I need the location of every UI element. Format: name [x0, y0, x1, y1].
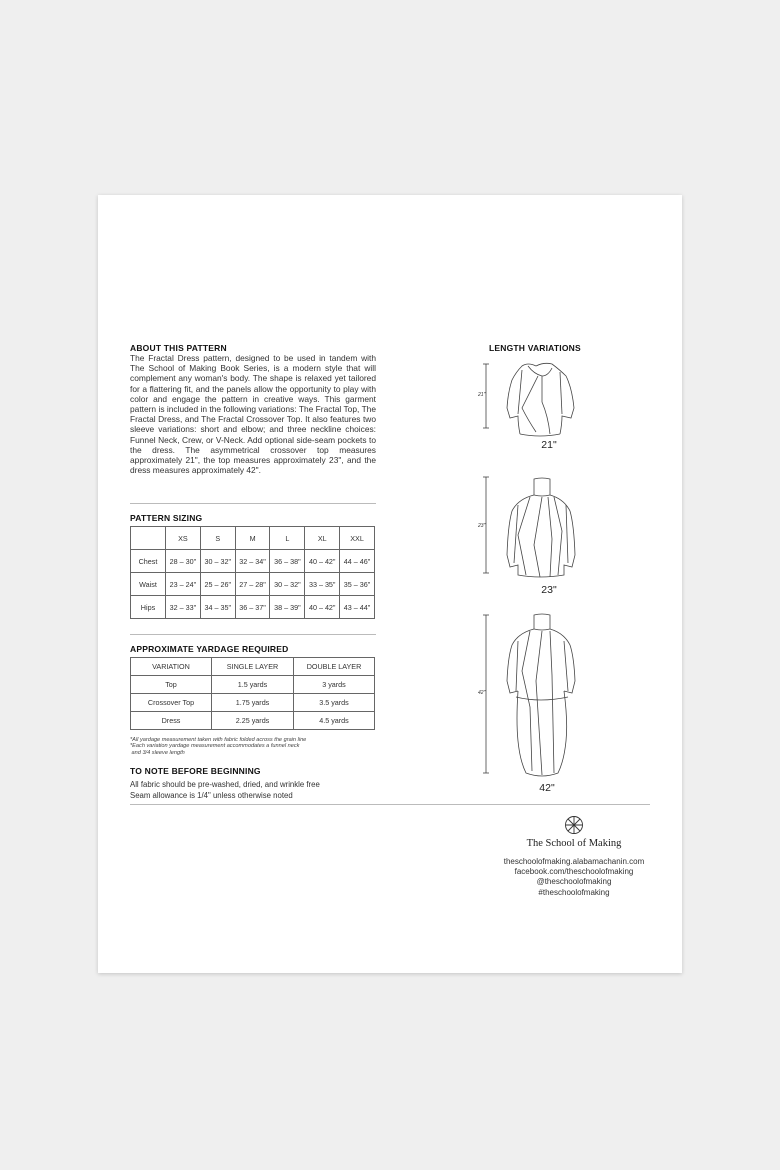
- column-header: DOUBLE LAYER: [294, 658, 375, 676]
- length-label: 21": [541, 439, 557, 451]
- table-cell: Dress: [131, 712, 212, 730]
- table-cell: 3 yards: [294, 676, 375, 694]
- table-cell: 1.75 yards: [212, 694, 294, 712]
- table-cell: Crossover Top: [131, 694, 212, 712]
- handle-text: @theschoolofmaking: [536, 877, 612, 887]
- table-row: [131, 596, 375, 619]
- size-header: XL: [305, 527, 340, 550]
- notes-list: [130, 779, 376, 801]
- crossover-top-illustration: [478, 358, 588, 438]
- brand-name: The School of Making: [526, 838, 622, 849]
- sizing-table: [130, 526, 375, 619]
- facebook-link[interactable]: facebook.com/theschoolofmaking: [514, 867, 634, 877]
- sizing-corner-cell: [131, 527, 166, 550]
- table-cell: 36 – 38": [270, 550, 305, 573]
- yardage-heading: APPROXIMATE YARDAGE REQUIRED: [130, 644, 289, 654]
- row-label: Waist: [131, 573, 166, 596]
- about-body: The Fractal Dress pattern, designed to be used in tandem with The School of Making Book Series, is a modern style that will complement any woman's body. The shape is relaxed yet tailored for a flattering fit, and the panels allow the opportunity to play with color and engage the pattern in creative ways. This garment pattern is included in the following variations: The Fractal Top, The Fractal Dress, and The Fractal Crossover Top. It also features two sleeve variations: short and elbow; and three neckline choices: Funnel Neck, Crew, or V-Neck. Add optional side-seam pockets to the dress. The asymmetrical crossover top measures approximately 21", the top measures approximately 23", and the dress measures approximately 42".: [130, 353, 376, 476]
- table-cell: 32 – 33": [166, 596, 201, 619]
- table-cell: 27 – 28": [235, 573, 270, 596]
- pattern-sheet: [98, 195, 682, 973]
- table-row: [131, 573, 375, 596]
- website-link[interactable]: theschoolofmaking.alabamachanin.com: [503, 857, 645, 866]
- side-measure-label: 21": [478, 392, 486, 398]
- size-header: L: [270, 527, 305, 550]
- size-header: XXL: [340, 527, 375, 550]
- length-label: 42": [539, 782, 555, 794]
- divider: [130, 503, 376, 504]
- table-row: [131, 550, 375, 573]
- note-item: All fabric should be pre-washed, dried, and wrinkle free: [130, 780, 320, 789]
- column-header: SINGLE LAYER: [212, 658, 294, 676]
- table-cell: 23 – 24": [166, 573, 201, 596]
- sizing-heading: PATTERN SIZING: [130, 513, 203, 523]
- table-row: [131, 712, 375, 730]
- table-cell: 40 – 42": [305, 596, 340, 619]
- table-cell: 25 – 26": [200, 573, 235, 596]
- asterisk-circle-logo-icon: [564, 815, 584, 835]
- yardage-footnotes: [130, 737, 376, 756]
- table-cell: 30 – 32": [200, 550, 235, 573]
- lengths-heading: LENGTH VARIATIONS: [489, 343, 581, 353]
- about-heading: ABOUT THIS PATTERN: [130, 343, 227, 353]
- table-cell: 33 – 35": [305, 573, 340, 596]
- size-header: S: [200, 527, 235, 550]
- top-illustration: [478, 475, 588, 585]
- table-cell: 30 – 32": [270, 573, 305, 596]
- yardage-table: [130, 657, 375, 730]
- footer-links: [484, 857, 664, 898]
- table-cell: 4.5 yards: [294, 712, 375, 730]
- footnote: and 3/4 sleeve length: [130, 749, 185, 756]
- side-measure-label: 42": [478, 690, 486, 696]
- table-cell: 38 – 39": [270, 596, 305, 619]
- table-cell: 35 – 36": [340, 573, 375, 596]
- table-cell: 40 – 42": [305, 550, 340, 573]
- table-cell: 36 – 37": [235, 596, 270, 619]
- size-header: M: [235, 527, 270, 550]
- divider: [130, 804, 650, 805]
- side-measure-label: 23": [478, 523, 486, 529]
- sizing-header-row: [131, 527, 375, 550]
- notes-heading: TO NOTE BEFORE BEGINNING: [130, 766, 261, 776]
- length-label: 23": [541, 584, 557, 596]
- table-cell: 34 – 35": [200, 596, 235, 619]
- divider: [130, 634, 376, 635]
- table-cell: 32 – 34": [235, 550, 270, 573]
- dress-illustration: [478, 611, 588, 781]
- table-cell: 43 – 44": [340, 596, 375, 619]
- yardage-header-row: [131, 658, 375, 676]
- row-label: Hips: [131, 596, 166, 619]
- table-row: [131, 694, 375, 712]
- table-cell: 1.5 yards: [212, 676, 294, 694]
- table-cell: 3.5 yards: [294, 694, 375, 712]
- row-label: Chest: [131, 550, 166, 573]
- footnote: *All yardage measurement taken with fabric folded across the grain line: [130, 737, 307, 743]
- table-cell: 28 – 30": [166, 550, 201, 573]
- table-cell: 2.25 yards: [212, 712, 294, 730]
- note-item: Seam allowance is 1/4" unless otherwise noted: [130, 791, 293, 800]
- footnote: *Each variation yardage measurement accommodates a funnel neck: [130, 743, 300, 750]
- table-cell: Top: [131, 676, 212, 694]
- hashtag-text: #theschoolofmaking: [538, 887, 610, 897]
- size-header: XS: [166, 527, 201, 550]
- column-header: VARIATION: [131, 658, 212, 676]
- table-row: [131, 676, 375, 694]
- table-cell: 44 – 46": [340, 550, 375, 573]
